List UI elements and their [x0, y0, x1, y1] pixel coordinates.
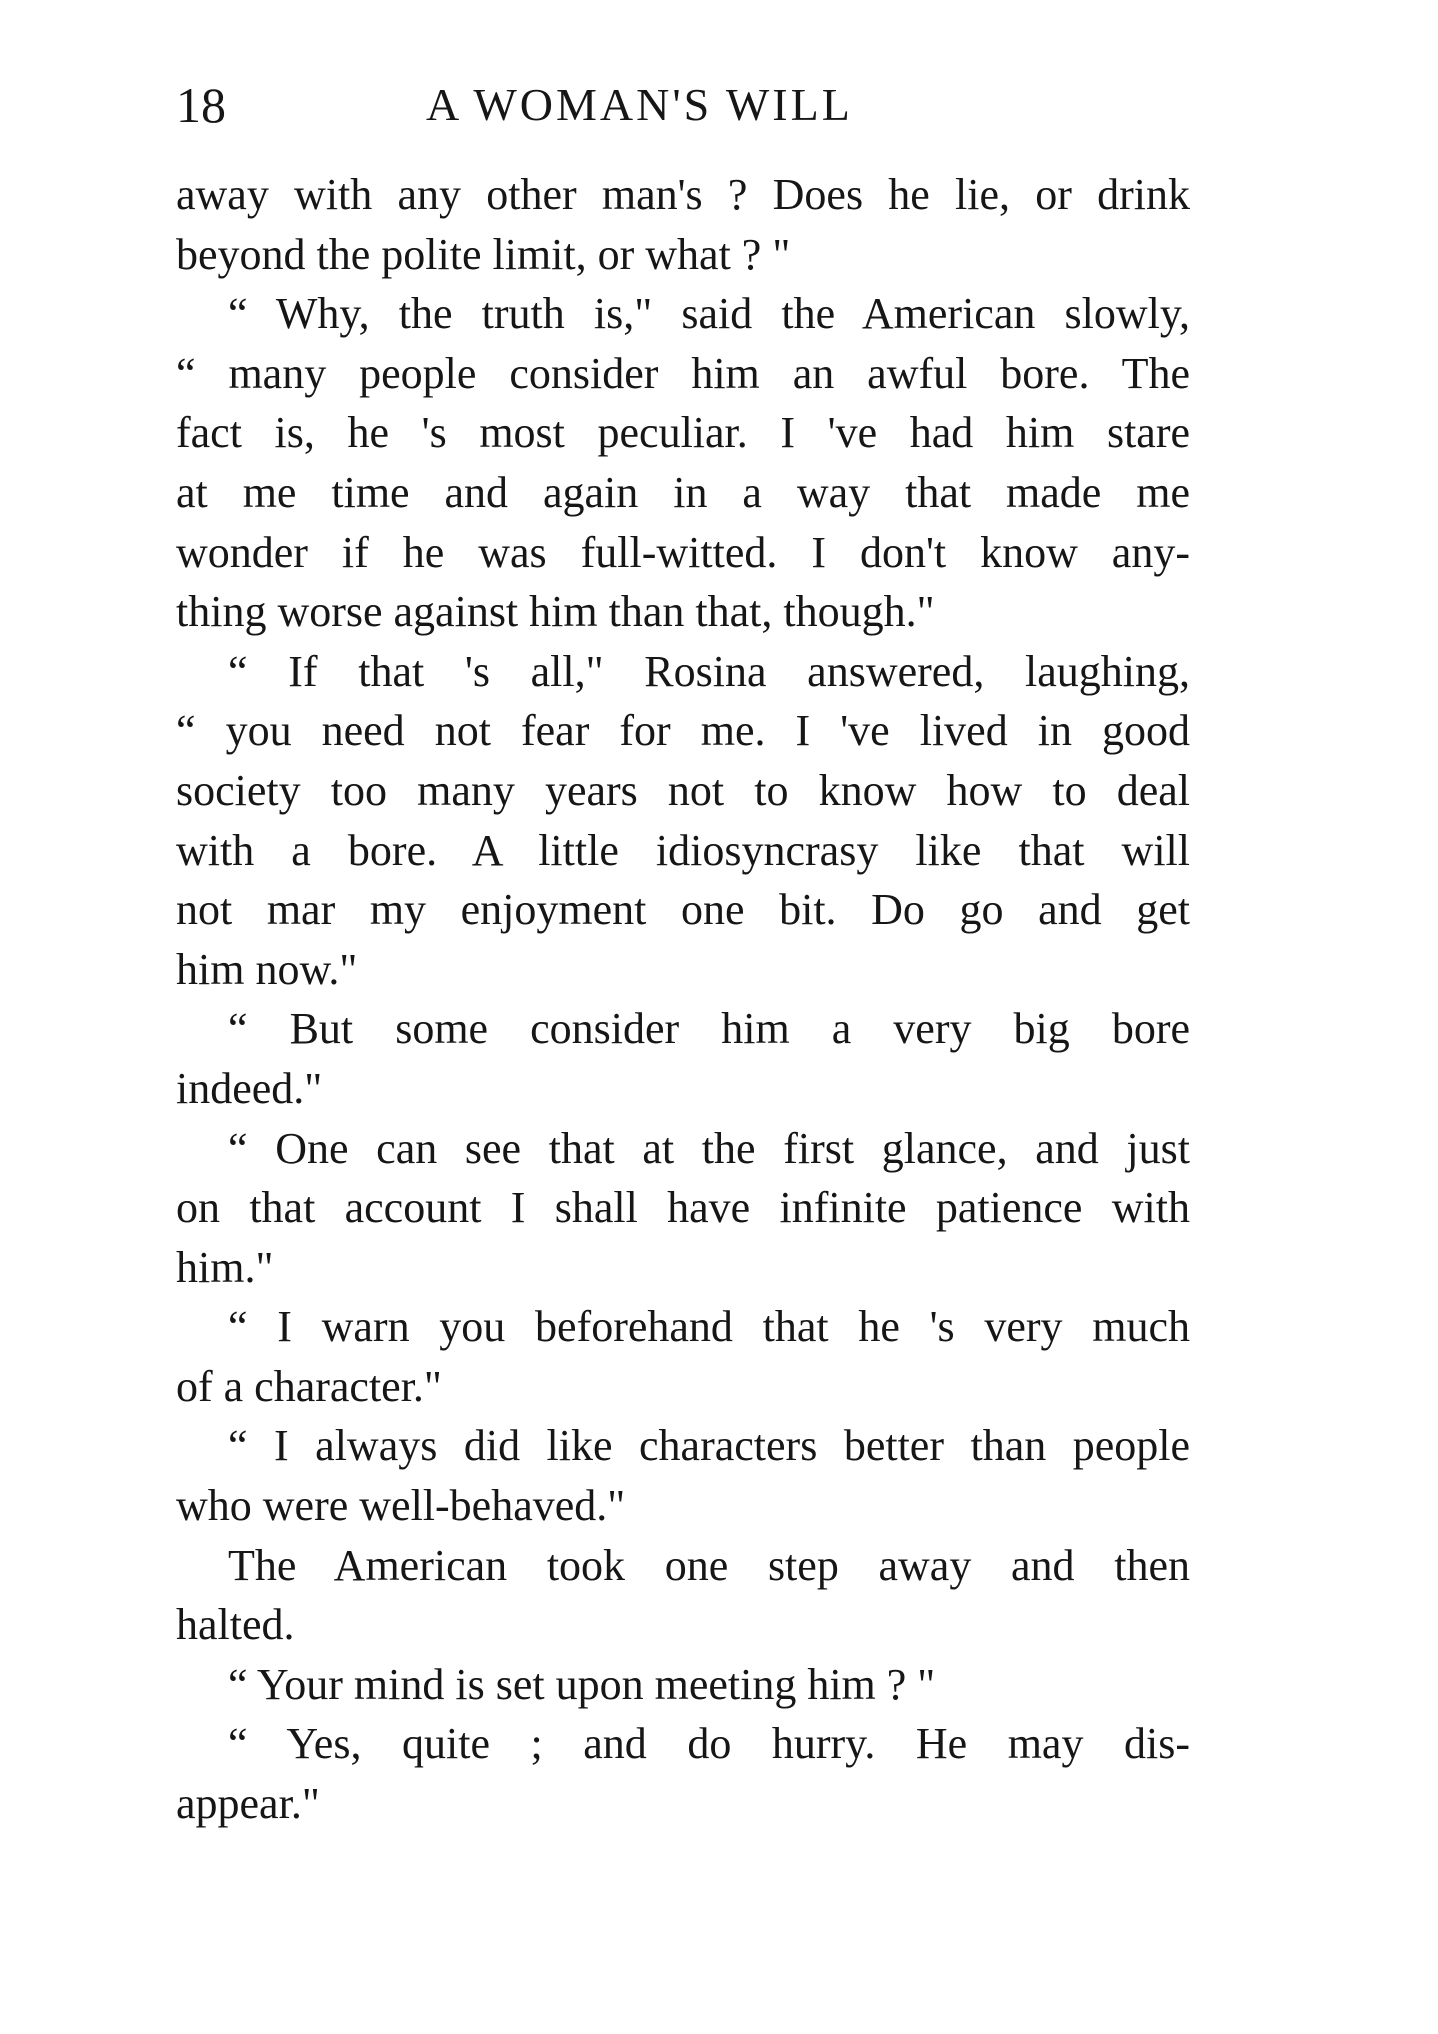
text-line: “ If that 's all," Rosina answered, laughing, [228, 646, 1190, 696]
text-line: not mar my enjoyment one bit. Do go and get [176, 885, 1190, 935]
text-line: on that account I shall have infinite patience with [176, 1183, 1190, 1233]
running-head [176, 70, 1186, 140]
text-line: with a bore. A little idiosyncrasy like that will [176, 825, 1190, 875]
running-title: A WOMAN'S WILL [426, 79, 853, 130]
body-text [176, 165, 1190, 1834]
text-line: society too many years not to know how to deal [176, 765, 1190, 815]
text-line: him." [176, 1242, 274, 1292]
text-line: halted. [176, 1600, 295, 1650]
text-line: “ Yes, quite ; and do hurry. He may dis- [228, 1719, 1190, 1769]
text-line: beyond the polite limit, or what ? " [176, 229, 791, 279]
page-number: 18 [176, 77, 226, 133]
text-line: at me time and again in a way that made me [176, 467, 1190, 517]
text-line: “ many people consider him an awful bore. The [176, 348, 1190, 398]
text-line: him now." [176, 944, 358, 994]
text-line: fact is, he 's most peculiar. I 've had him stare [176, 408, 1190, 458]
text-line: away with any other man's ? Does he lie, or drink [176, 170, 1190, 219]
text-line: indeed." [176, 1063, 323, 1113]
text-line: The American took one step away and then [228, 1540, 1190, 1590]
text-line: “ One can see that at the first glance, and just [228, 1123, 1190, 1173]
text-line: who were well-behaved." [176, 1481, 626, 1531]
text-line: “ Why, the truth is," said the American slowly, [228, 289, 1190, 339]
text-line: “ Your mind is set upon meeting him ? " [228, 1659, 936, 1709]
text-line: appear." [176, 1779, 320, 1829]
text-line: thing worse against him than that, though." [176, 587, 935, 637]
text-line: of a character." [176, 1361, 442, 1411]
text-line: “ I always did like characters better than people [228, 1421, 1190, 1471]
text-line: “ But some consider him a very big bore [228, 1004, 1190, 1054]
text-line: “ you need not fear for me. I 've lived in good [176, 706, 1190, 756]
text-line: “ I warn you beforehand that he 's very much [228, 1302, 1190, 1352]
text-line: wonder if he was full-witted. I don't know any- [176, 527, 1190, 577]
